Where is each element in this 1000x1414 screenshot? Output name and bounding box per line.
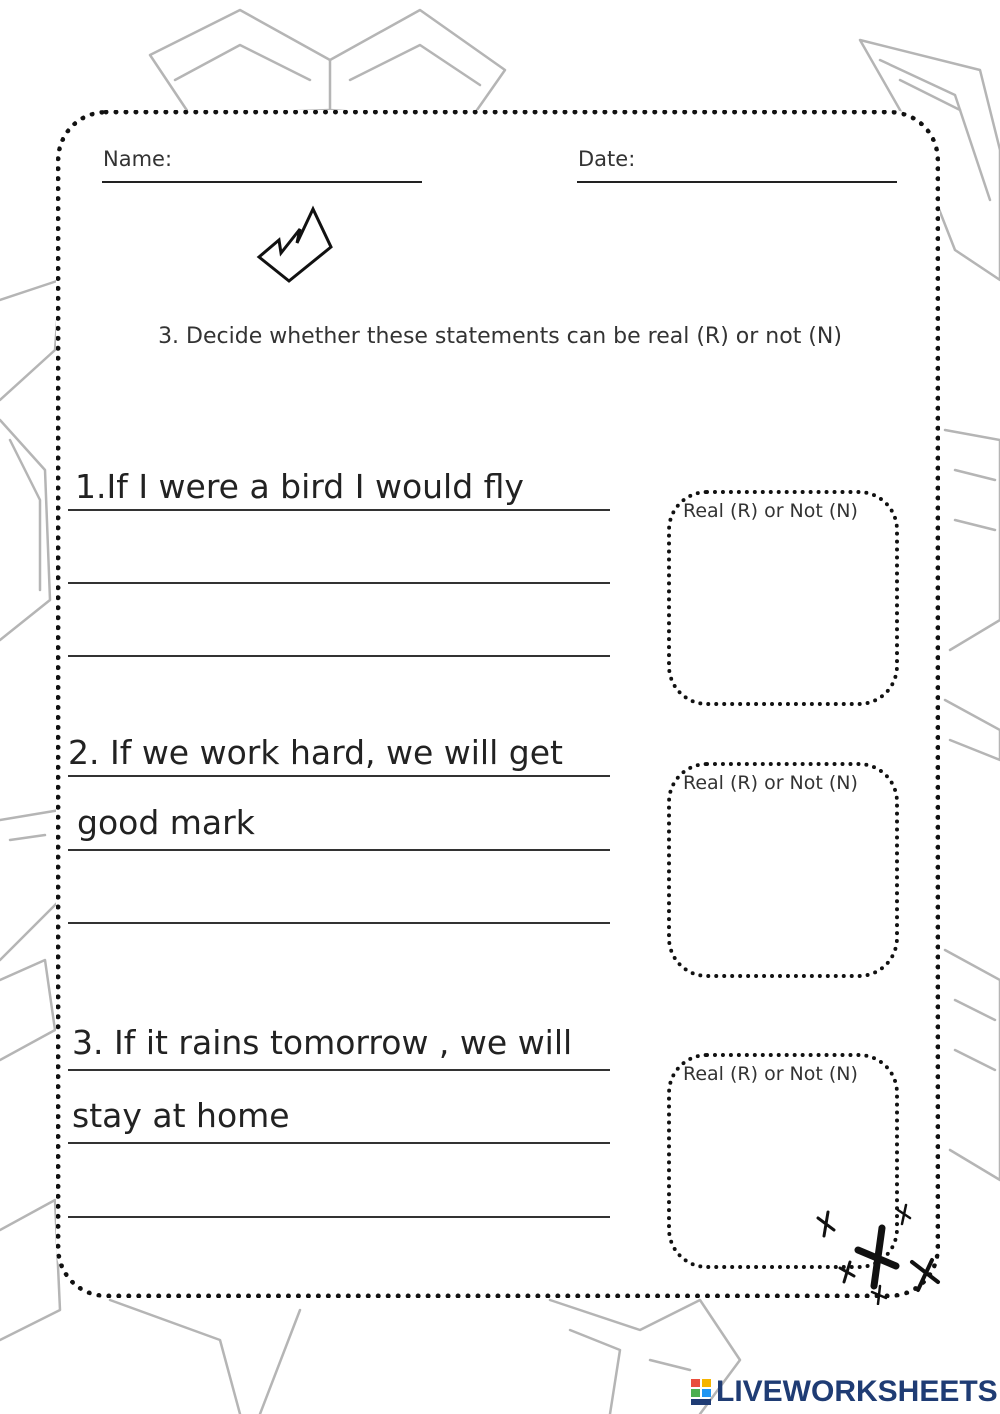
book-sketch-icon <box>150 10 505 120</box>
book-sketch-icon <box>945 950 1000 1180</box>
answer-box-1[interactable] <box>667 490 899 706</box>
writing-line[interactable] <box>68 1069 610 1071</box>
writing-line[interactable] <box>68 655 610 657</box>
book-sketch-icon <box>0 280 60 640</box>
liveworksheets-logo <box>690 1372 998 1412</box>
name-input-line[interactable] <box>102 181 422 183</box>
answer-box-3-label: Real (R) or Not (N) <box>683 1063 858 1085</box>
answer-box-1-label: Real (R) or Not (N) <box>683 500 858 522</box>
book-sketch-icon <box>945 430 1000 760</box>
book-sketch-icon <box>0 810 60 1340</box>
name-label: Name: <box>103 147 173 171</box>
statement-3-line-2: stay at home <box>72 1096 290 1135</box>
date-label: Date: <box>578 147 636 171</box>
answer-box-2-label: Real (R) or Not (N) <box>683 772 858 794</box>
answer-box-2[interactable] <box>667 762 899 978</box>
writing-line[interactable] <box>68 775 610 777</box>
date-input-line[interactable] <box>577 181 897 183</box>
instruction-text: 3. Decide whether these statements can be real (R) or not (N) <box>158 324 842 349</box>
writing-line[interactable] <box>68 1142 610 1144</box>
writing-line[interactable] <box>68 582 610 584</box>
logo-blocks-icon <box>690 1377 714 1407</box>
sparkle-icon <box>810 1200 950 1305</box>
statement-2-line-2: good mark <box>77 803 255 842</box>
writing-line[interactable] <box>68 509 610 511</box>
writing-line[interactable] <box>68 1216 610 1218</box>
writing-line[interactable] <box>68 922 610 924</box>
statement-2-line-1: 2. If we work hard, we will get <box>68 733 563 772</box>
writing-line[interactable] <box>68 849 610 851</box>
statement-3-line-1: 3. If it rains tomorrow , we will <box>72 1023 573 1062</box>
crown-icon <box>255 205 335 285</box>
book-sketch-icon <box>110 1300 740 1414</box>
logo-text: LIVEWORKSHEETS <box>716 1375 998 1408</box>
statement-1-line-1: 1.If I were a bird I would fly <box>75 467 524 506</box>
